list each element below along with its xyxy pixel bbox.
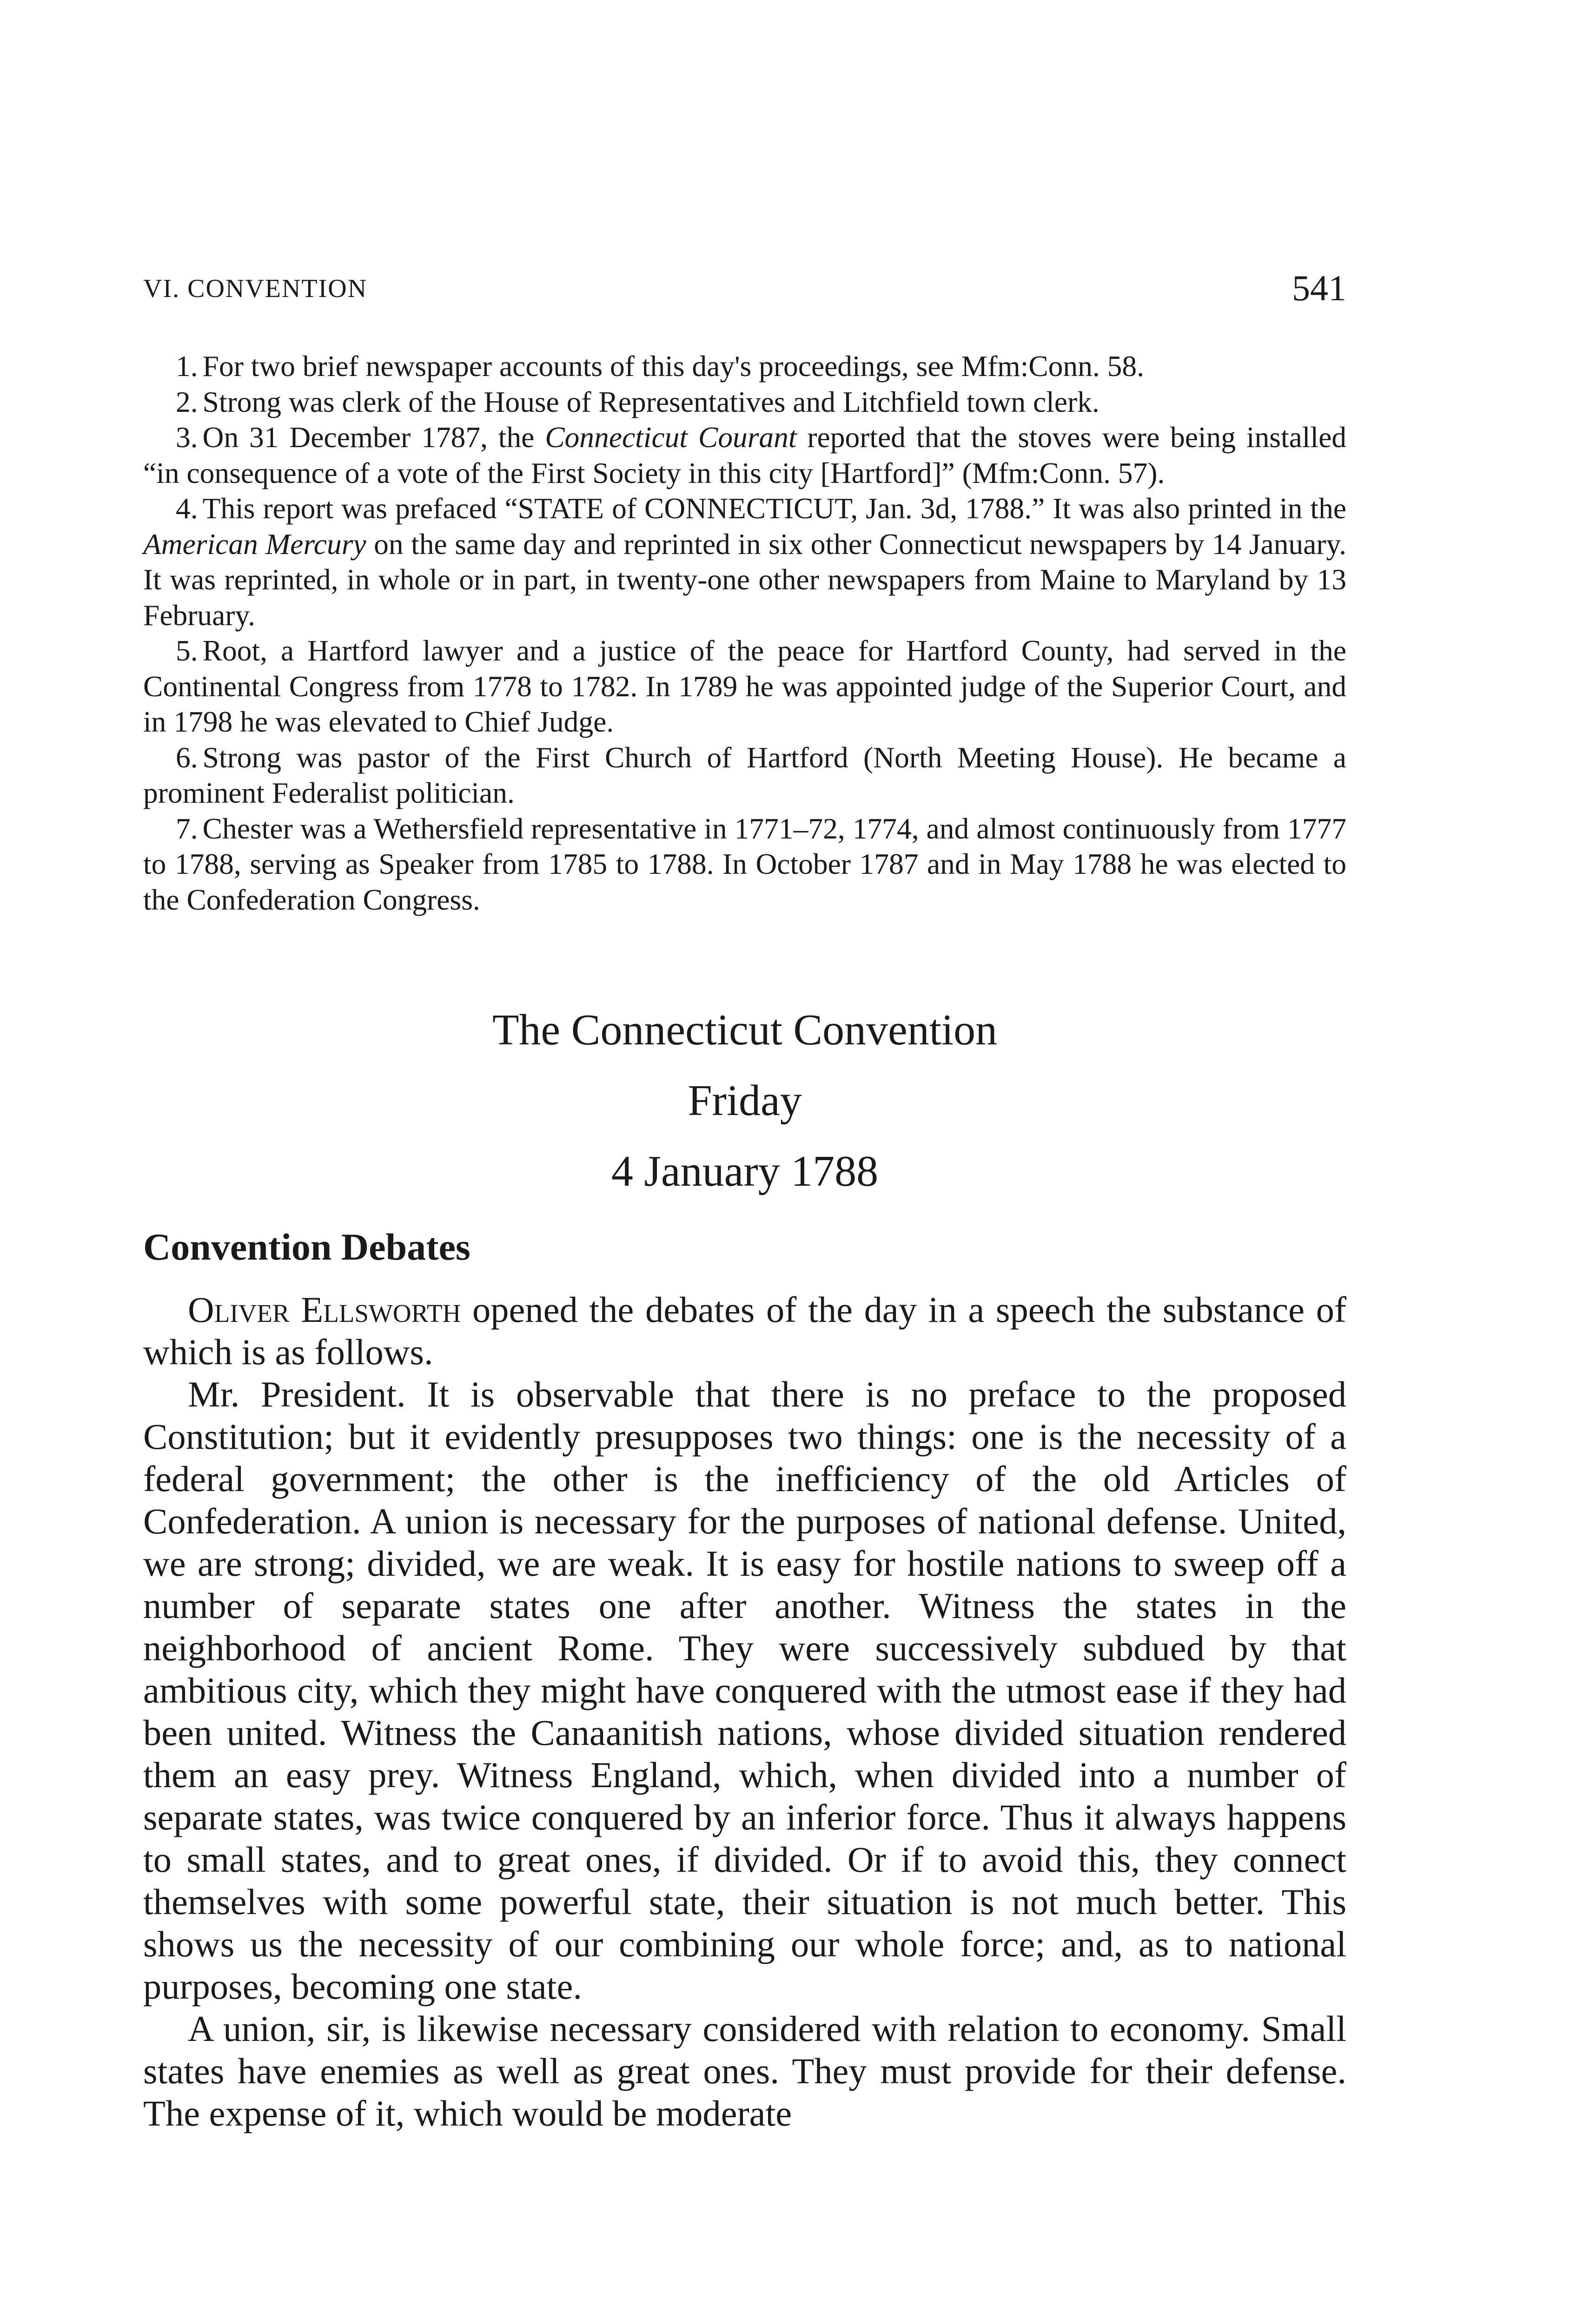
convention-day: Friday: [688, 1076, 802, 1125]
endnote: 2. Strong was clerk of the House of Representatives and Litchfield town clerk.: [176, 385, 1100, 418]
endnote: 5. Root, a Hartford lawyer and a justice of the peace for Hartford County, had served in the Continental Congress from 1778 to 1782. In 1789 he was appointed judge of the Superior Court, and in 1798 he was elevated to Chief Judge.: [143, 634, 1346, 738]
endnote: 7. Chester was a Wethersfield representative in 1771–72, 1774, and almost continuously from 1777 to 1788, serving as Speaker from 1785 to 1788. In October 1787 and in May 1788 he was elected to the Confederation Congress.: [143, 812, 1346, 916]
convention-date: 4 January 1788: [611, 1147, 879, 1195]
body-paragraph: Oliver Ellsworth opened the debates of the day in a speech the substance of which is as follows.: [143, 1289, 1346, 1372]
convention-title: The Connecticut Convention: [492, 1006, 997, 1054]
newspaper-title: American Mercury: [143, 527, 366, 561]
body-paragraph: A union, sir, is likewise necessary considered with relation to economy. Small states have enemies as well as great ones. They must provide for their defense. The expense of it, which would be moderate: [143, 2008, 1346, 2133]
endnote: 1. For two brief newspaper accounts of this day's proceedings, see Mfm:Conn. 58.: [176, 350, 1144, 383]
section-heading: Convention Debates: [143, 1226, 470, 1268]
speaker-name: Oliver Ellsworth: [188, 1289, 461, 1330]
endnote: 6. Strong was pastor of the First Church of Hartford (North Meeting House). He became a prominent Federalist politician.: [143, 740, 1346, 809]
running-head: [143, 267, 1346, 309]
convention-title-block: [143, 995, 1346, 1207]
endnote: 4. This report was prefaced “STATE of CONNECTICUT, Jan. 3d, 1788.” It was also printed in the American Mercury on the same day and reprinted in six other Connecticut newspapers by 14 January. It was reprinted, in whole or in part, in twenty-one other newspapers from Maine to Maryland by 13 February.: [143, 492, 1346, 632]
body-text: [143, 1288, 1346, 2134]
newspaper-title: Connecticut Courant: [545, 421, 797, 454]
running-head-title: VI. CONVENTION: [143, 274, 368, 303]
endnotes: [143, 349, 1346, 918]
page-number: 541: [1292, 268, 1346, 308]
endnote: 3. On 31 December 1787, the Connecticut Courant reported that the stoves were being installed “in consequence of a vote of the First Society in this city [Hartford]” (Mfm:Conn. 57).: [143, 421, 1347, 489]
body-paragraph: Mr. President. It is observable that there is no preface to the proposed Constitution; but it evidently presupposes two things: one is the necessity of a federal government; the other is the inefficiency of the old Articles of Confederation. A union is necessary for the purposes of national defense. United, we are strong; divided, we are weak. It is easy for hostile nations to sweep off a number of separate states one after another. Witness the states in the neighborhood of ancient Rome. They were successively subdued by that ambitious city, which they might have conquered with the utmost ease if they had been united. Witness the Canaanitish nations, whose divided situation rendered them an easy prey. Witness England, which, when divided into a number of separate states, was twice conquered by an inferior force. Thus it always happens to small states, and to great ones, if divided. Or if to avoid this, they connect themselves with some powerful state, their situation is not much better. This shows us the necessity of our combining our whole force; and, as to national purposes, becoming one state.: [143, 1374, 1346, 2007]
